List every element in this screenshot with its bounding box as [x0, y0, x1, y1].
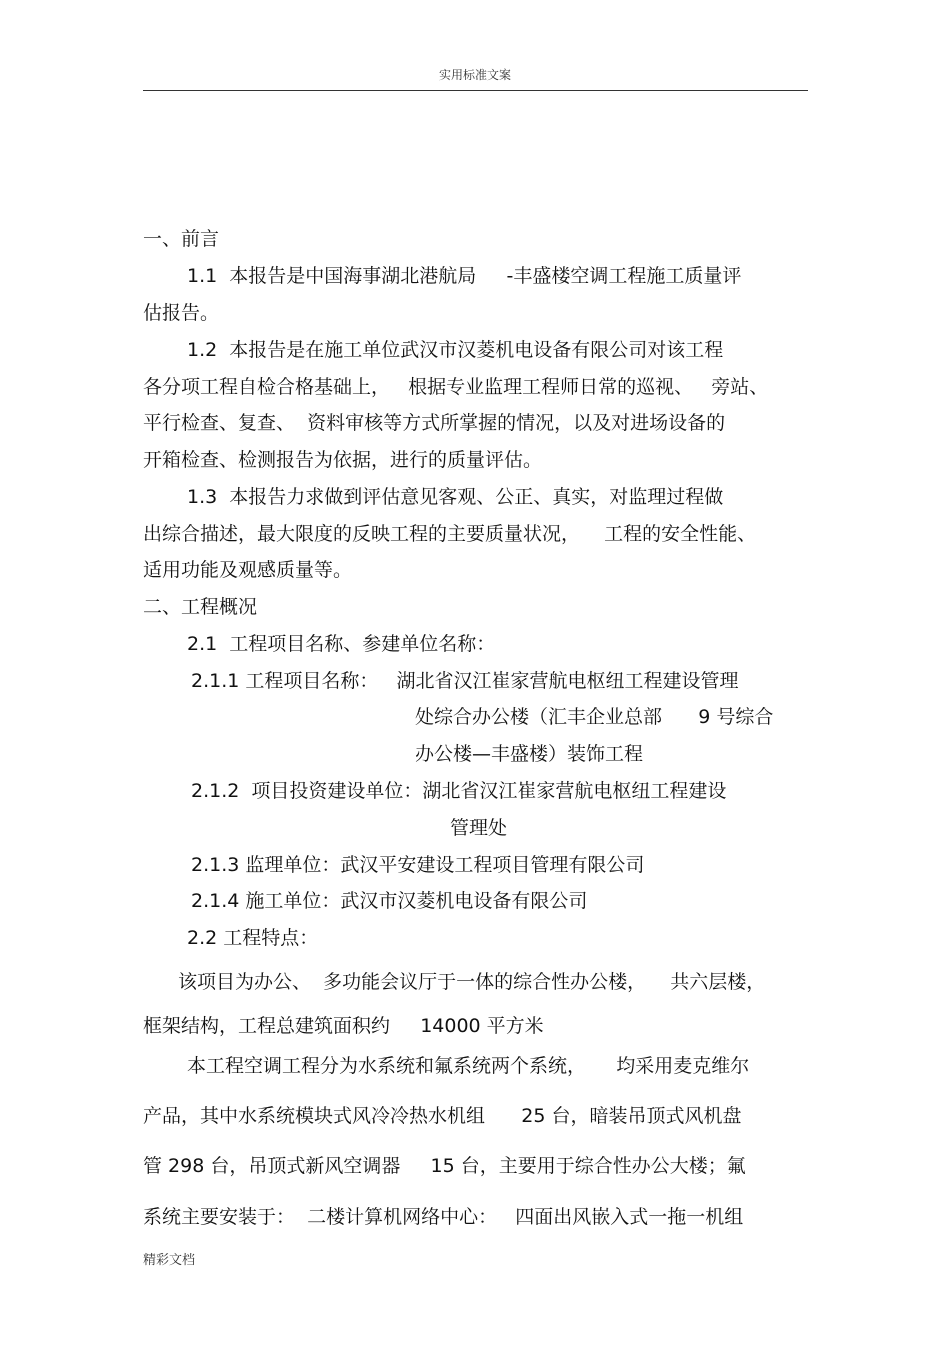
section-heading-preface: 一、前言 — [143, 228, 220, 250]
paragraph-line: 该项目为办公、 多功能会议厅于一体的综合性办公楼， 共六层楼， — [178, 971, 766, 993]
paragraph-line: 适用功能及观感质量等。 — [143, 559, 353, 581]
paragraph-line: 管 298 台，吊顶式新风空调器 15 台，主要用于综合性办公大楼；氟 — [143, 1155, 746, 1177]
section-heading-overview: 二、工程概况 — [143, 596, 258, 618]
paragraph-line: 1.2 本报告是在施工单位武汉市汉菱机电设备有限公司对该工程 — [187, 339, 724, 361]
page-footer: 精彩文档 — [143, 1253, 196, 1268]
paragraph-line: 2.1 工程项目名称、参建单位名称： — [187, 633, 496, 655]
paragraph-line: 2.1.4 施工单位：武汉市汉菱机电设备有限公司 — [191, 890, 588, 912]
paragraph-line: 产品，其中水系统模块式风冷冷热水机组 25 台，暗装吊顶式风机盘 — [143, 1105, 742, 1127]
paragraph-line: 系统主要安装于： 二楼计算机网络中心： 四面出风嵌入式一拖一机组 — [143, 1206, 744, 1228]
paragraph-line: 处综合办公楼（汇丰企业总部 9 号综合 — [415, 706, 774, 728]
paragraph-line: 各分项工程自检合格基础上， 根据专业监理工程师日常的巡视、 旁站、 — [143, 376, 769, 398]
paragraph-line: 估报告。 — [143, 302, 220, 324]
page-header: 实用标准文案 — [438, 68, 511, 82]
paragraph-line: 办公楼—丰盛楼）装饰工程 — [415, 743, 644, 765]
paragraph-line: 2.1.3 监理单位：武汉平安建设工程项目管理有限公司 — [191, 854, 645, 876]
paragraph-line: 开箱检查、检测报告为依据，进行的质量评估。 — [143, 449, 543, 471]
paragraph-line: 平行检查、复查、 资料审核等方式所掌握的情况，以及对进场设备的 — [143, 412, 726, 434]
paragraph-line: 框架结构，工程总建筑面积约 14000 平方米 — [143, 1015, 544, 1037]
paragraph-line: 出综合描述，最大限度的反映工程的主要质量状况， 工程的安全性能、 — [143, 523, 757, 545]
paragraph-line: 1.3 本报告力求做到评估意见客观、公正、真实，对监理过程做 — [187, 486, 724, 508]
paragraph-line: 本工程空调工程分为水系统和氟系统两个系统， 均采用麦克维尔 — [187, 1055, 750, 1077]
paragraph-line: 1.1 本报告是中国海事湖北港航局 -丰盛楼空调工程施工质量评 — [187, 265, 742, 287]
header-rule — [143, 90, 808, 91]
paragraph-line: 2.1.1 工程项目名称： 湖北省汉江崔家营航电枢纽工程建设管理 — [191, 670, 739, 692]
paragraph-line: 管理处 — [450, 817, 508, 839]
paragraph-line: 2.1.2 项目投资建设单位：湖北省汉江崔家营航电枢纽工程建设 — [191, 780, 727, 802]
paragraph-line: 2.2 工程特点： — [187, 927, 319, 949]
